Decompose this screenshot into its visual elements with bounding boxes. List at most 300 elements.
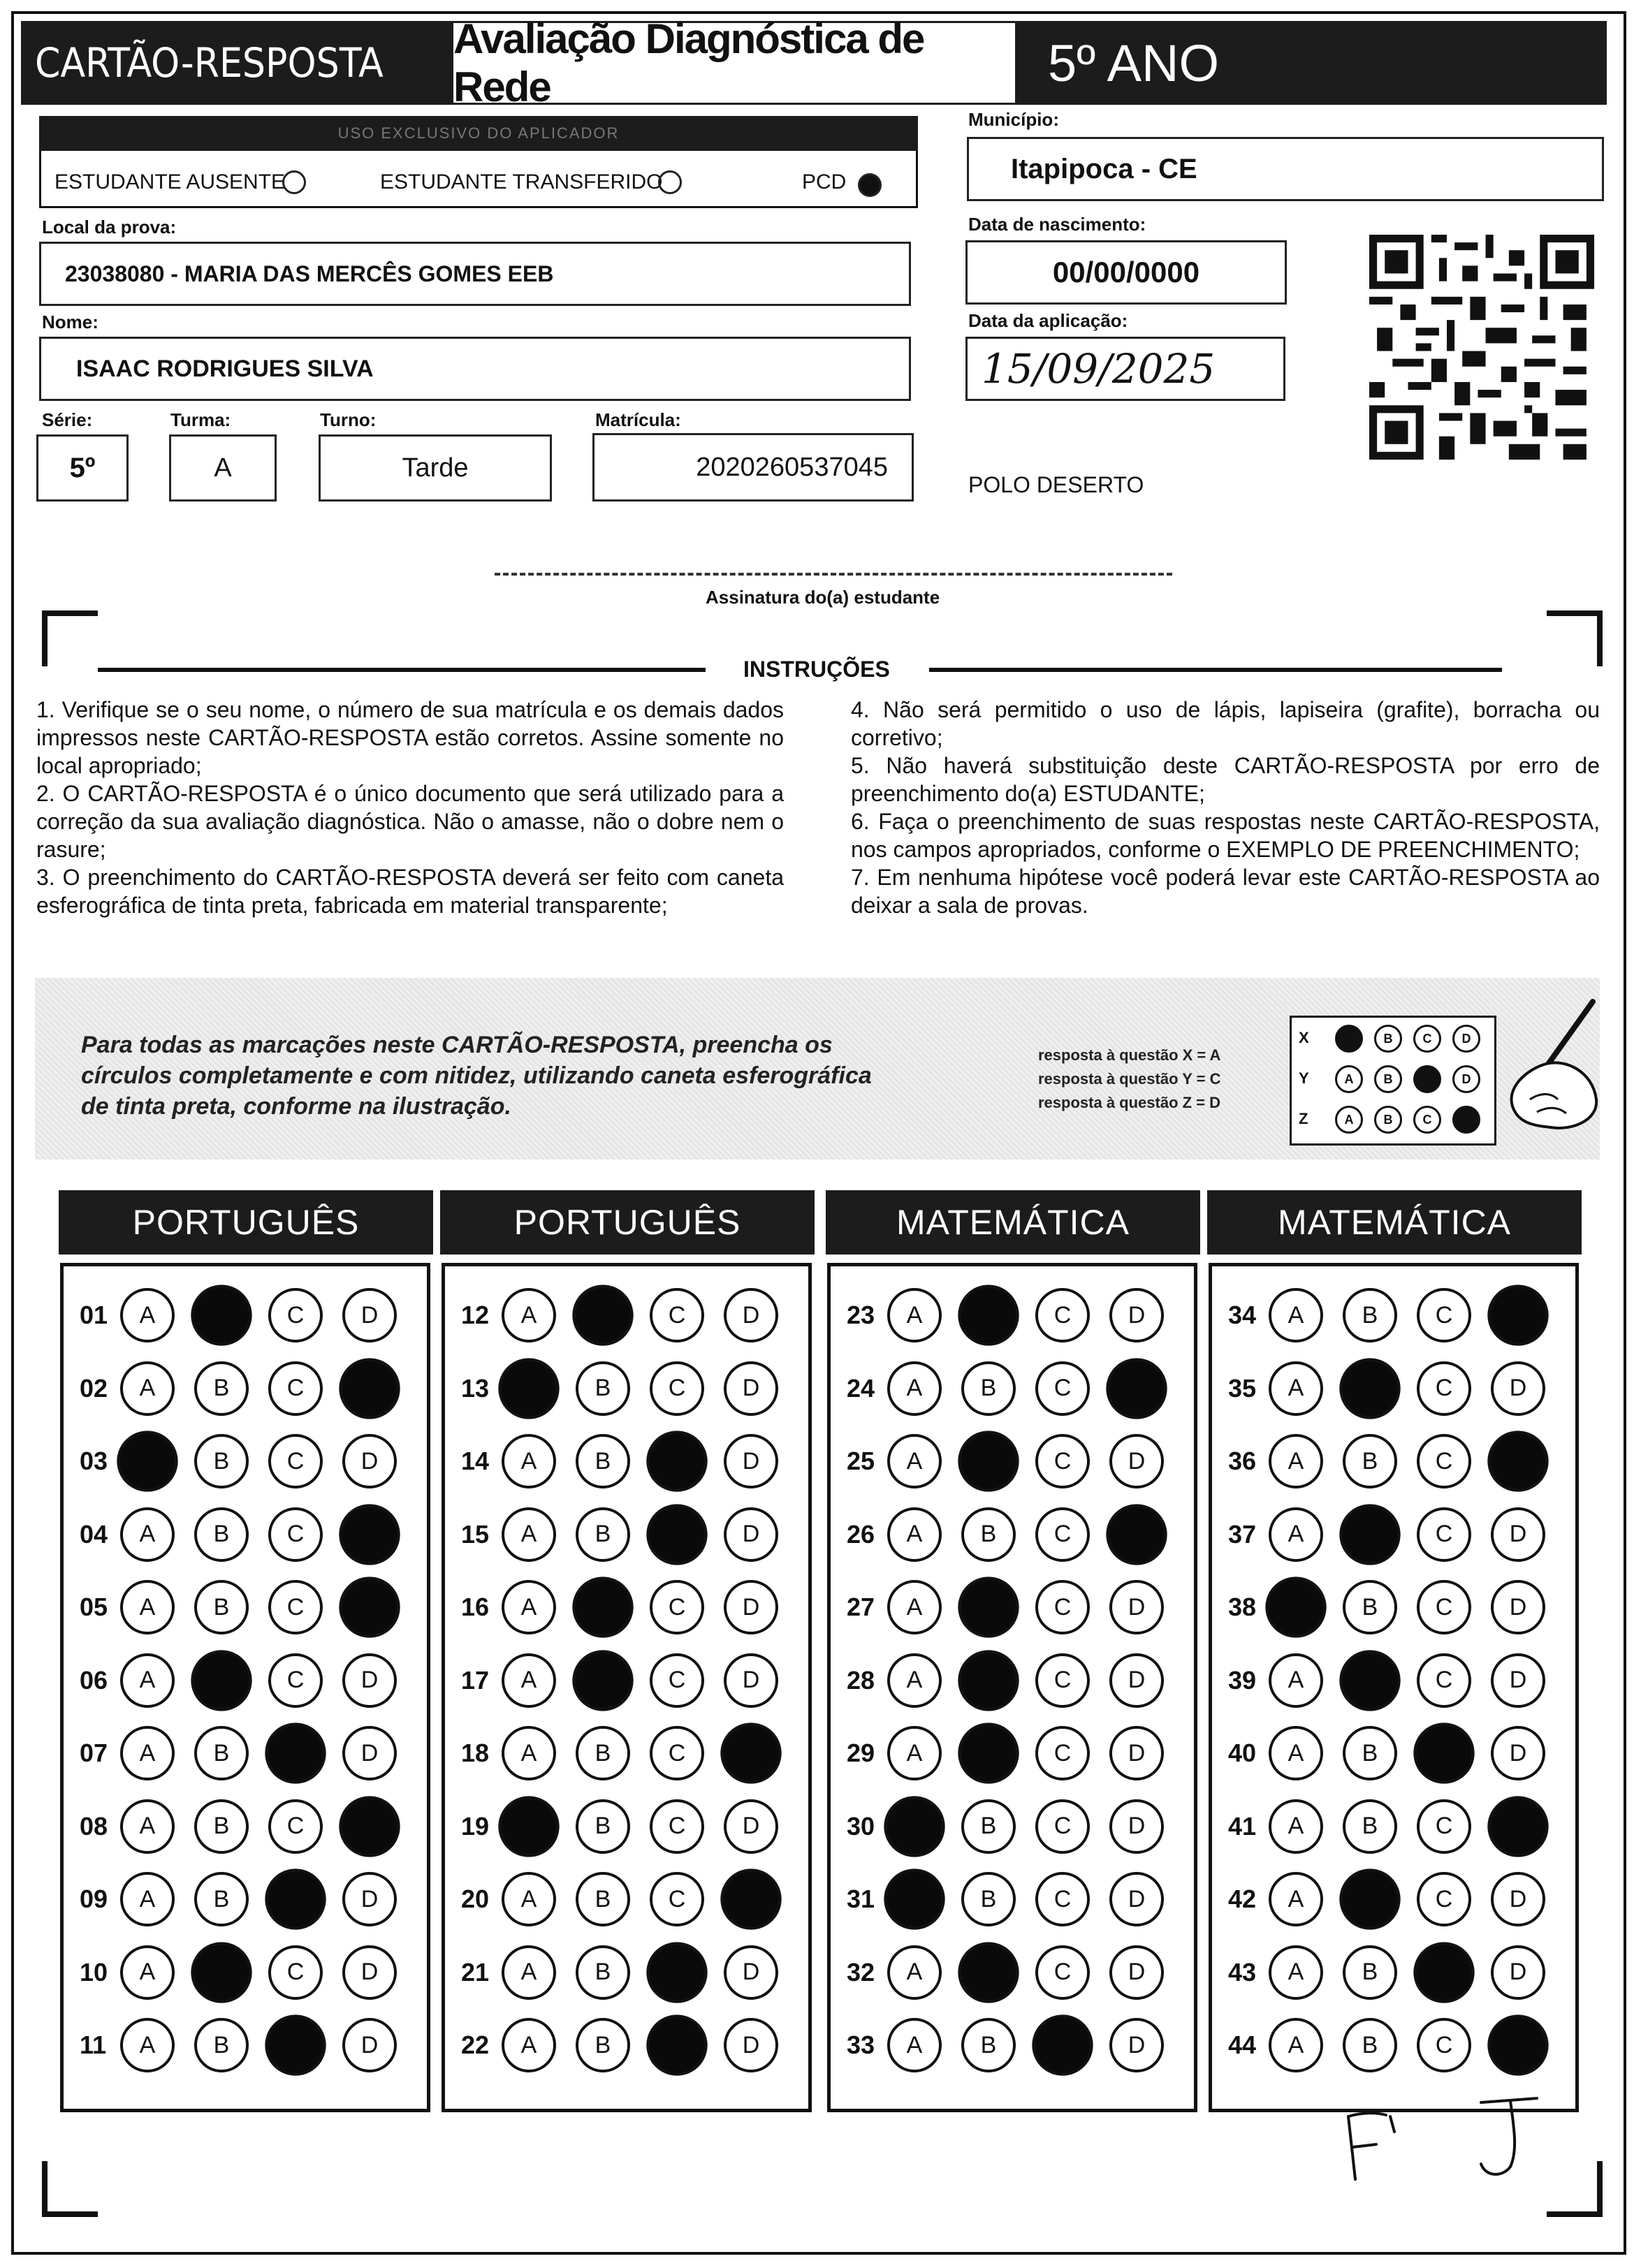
answer-bubble-c[interactable]: C [646,2014,707,2075]
question-number: 24 [847,1373,875,1403]
answer-bubble-b[interactable]: B [576,1945,630,2000]
answer-bubble-d[interactable]: D [724,1288,778,1342]
question-row [80,1722,416,1785]
answer-bubble-a[interactable]: A [884,1796,945,1857]
question-number: 29 [847,1739,875,1767]
question-row [80,1503,416,1566]
answer-bubble-c[interactable]: C [268,1945,323,2000]
answer-bubble-d[interactable]: D [1109,1726,1164,1780]
answer-bubble-b[interactable]: B [576,2018,630,2072]
question-row [1228,2014,1565,2077]
question-row [1228,1722,1565,1785]
answer-bubble-d[interactable]: D [720,1868,781,1929]
local-field [39,242,911,306]
answer-bubble-b[interactable]: B [958,1576,1019,1637]
answer-bubble-d[interactable]: D [1109,1288,1164,1342]
answer-bubble-c[interactable]: C [1417,1799,1471,1854]
question-row [80,1357,416,1420]
answer-bubble-a[interactable]: A [502,1580,556,1634]
answer-bubble-a[interactable]: A [1269,1361,1323,1416]
question-number: 17 [461,1665,490,1695]
question-number: 41 [1228,1811,1257,1841]
answer-bubble-d[interactable]: D [1109,1799,1164,1854]
answer-bubble-d[interactable]: D [1491,1580,1545,1634]
local-value: 23038080 - MARIA DAS MERCÊS GOMES EEB [65,261,554,286]
answer-bubble-c[interactable]: C [268,1799,323,1854]
answer-bubble-c[interactable]: C [1035,1726,1090,1780]
instruction-item: 5. Não haverá substituição deste CARTÃO-RESPOSTA por erro de preenchimento do(a) ESTUDANTE; [851,753,1600,806]
answer-bubble-b[interactable]: B [1339,1650,1400,1711]
instruction-item: 6. Faça o preenchimento de suas respostas neste CARTÃO-RESPOSTA, nos campos apropriados, conforme o EXEMPLO DE PREENCHIMENTO; [851,809,1600,862]
municipio-value: Itapipoca - CE [1011,153,1197,184]
answer-bubble-a[interactable]: A [502,1434,556,1488]
answer-bubble-d[interactable]: D [342,1653,397,1708]
answer-bubble-c[interactable]: C [1035,1288,1090,1342]
question-number: 40 [1228,1739,1257,1767]
answer-bubble-b[interactable]: B [958,1285,1019,1345]
signature-line[interactable] [495,573,1172,576]
answer-bubble-c[interactable]: C [265,1868,326,1929]
answer-bubble-d[interactable]: D [724,1507,778,1562]
example-bubble-c: C [1413,1025,1441,1053]
answer-bubble-c[interactable]: C [265,2014,326,2075]
example-row-label: X [1299,1029,1309,1046]
answer-bubble-d[interactable]: D [342,1726,397,1780]
instructions-left-column [36,696,784,919]
turno-label: Turno: [320,409,377,430]
answer-bubble-c[interactable]: C [650,1288,704,1342]
turma-value: A [214,453,232,483]
question-number: 12 [461,1301,490,1329]
answer-bubble-b[interactable]: B [1343,1434,1397,1488]
answer-bubble-b[interactable]: B [576,1799,630,1854]
answer-bubble-a[interactable]: A [1269,1507,1323,1562]
answer-bubble-a[interactable]: A [117,1431,177,1491]
answer-bubble-d[interactable]: D [339,1504,400,1565]
answer-bubble-d[interactable]: D [1109,1945,1164,2000]
answer-bubble-c[interactable]: C [265,1722,326,1783]
answer-bubble-d[interactable]: D [1109,1580,1164,1634]
question-number: 33 [847,2031,875,2059]
question-number: 05 [80,1593,108,1621]
answer-bubble-c[interactable]: C [1035,1653,1090,1708]
answer-bubble-b[interactable]: B [194,1507,249,1562]
question-number: 23 [847,1301,875,1329]
nascimento-value: 00/00/0000 [1052,256,1200,288]
answer-bubble-b[interactable]: B [1339,1868,1400,1929]
answer-bubble-d[interactable]: D [342,2018,397,2072]
instructions-right-column [851,696,1600,919]
answer-bubble-c[interactable]: C [268,1288,323,1342]
question-row [461,1503,798,1566]
answer-bubble-a[interactable]: A [1269,1434,1323,1488]
polo-label: POLO DESERTO [968,472,1144,497]
question-number: 34 [1228,1301,1257,1329]
answer-bubble-a[interactable]: A [120,1945,175,2000]
name-value: ISAAC RODRIGUES SILVA [76,355,374,382]
example-bubble-a: A [1335,1025,1363,1053]
answer-bubble-a[interactable]: A [120,1361,175,1416]
answer-bubble-a[interactable]: A [120,1726,175,1780]
answer-bubble-c[interactable]: C [1417,1361,1471,1416]
answer-bubble-a[interactable]: A [1269,1945,1323,2000]
answer-bubble-c[interactable]: C [650,1653,704,1708]
example-bubble-b: B [1374,1106,1402,1134]
answer-bubble-a[interactable]: A [887,1507,942,1562]
answer-bubble-c[interactable]: C [268,1507,323,1562]
answer-bubble-b[interactable]: B [1343,1288,1397,1342]
answer-bubble-d[interactable]: D [1106,1358,1167,1419]
question-row [1228,1941,1565,2004]
answer-bubble-b[interactable]: B [958,1722,1019,1783]
subject-header: PORTUGUÊS [59,1190,433,1254]
question-row [847,1649,1183,1712]
question-number: 15 [461,1519,490,1549]
answer-bubble-d[interactable]: D [724,1945,778,2000]
name-field [39,337,911,401]
example-bubble-a: A [1335,1106,1363,1134]
question-row [461,1795,798,1858]
answer-bubble-c[interactable]: C [1035,1361,1090,1416]
answer-bubble-c[interactable]: C [650,1361,704,1416]
question-row [1228,1795,1565,1858]
example-row-label: Y [1299,1069,1309,1087]
answer-bubble-b[interactable]: B [961,1872,1016,1926]
question-number: 01 [80,1301,108,1329]
answer-bubble-a[interactable]: A [1269,1288,1323,1342]
instruction-item: 4. Não será permitido o uso de lápis, lapiseira (grafite), borracha ou corretivo; [851,697,1600,750]
answer-bubble-a[interactable]: A [887,1580,942,1634]
question-row [80,1284,416,1347]
subject-header: PORTUGUÊS [440,1190,815,1254]
answer-bubble-a[interactable]: A [120,1872,175,1926]
example-legend-line: resposta à questão Z = D [1038,1094,1221,1111]
turma-field [169,434,277,502]
answer-bubble-d[interactable]: D [724,1580,778,1634]
answer-bubble-b[interactable]: B [191,1942,251,2003]
question-number: 39 [1228,1665,1257,1695]
question-row [847,1941,1183,2004]
answer-bubble-b[interactable]: B [961,1361,1016,1416]
transferred-checkbox[interactable] [658,170,682,194]
answer-bubble-b[interactable]: B [576,1872,630,1926]
answer-bubble-c[interactable]: C [1035,1872,1090,1926]
answer-bubble-d[interactable]: D [342,1434,397,1488]
answer-bubble-b[interactable]: B [961,1799,1016,1854]
answer-bubble-b[interactable]: B [958,1650,1019,1711]
answer-bubble-c[interactable]: C [650,1872,704,1926]
example-grid [1290,1016,1496,1146]
answer-bubble-c[interactable]: C [1417,1288,1471,1342]
answer-bubble-a[interactable]: A [498,1796,559,1857]
local-label: Local da prova: [42,217,177,237]
question-row [847,1357,1183,1420]
answer-bubble-d[interactable]: D [724,1653,778,1708]
aplicacao-value-handwritten: 15/09/2025 [982,345,1216,393]
question-number: 09 [80,1885,108,1913]
answer-bubble-b[interactable]: B [1343,1799,1397,1854]
answer-bubble-d[interactable]: D [1491,1726,1545,1780]
answer-bubble-a[interactable]: A [1269,1653,1323,1708]
question-row [1228,1649,1565,1712]
answer-bubble-d[interactable]: D [1491,1361,1545,1416]
answer-bubble-d[interactable]: D [1109,1653,1164,1708]
question-row [80,1795,416,1858]
answer-bubble-c[interactable]: C [268,1361,323,1416]
example-row-label: Z [1299,1110,1308,1127]
answer-bubble-b[interactable]: B [194,1434,249,1488]
answer-bubble-c[interactable]: C [650,1726,704,1780]
question-row [847,1284,1183,1347]
answer-bubble-a[interactable]: A [502,1507,556,1562]
answer-bubble-b[interactable]: B [576,1361,630,1416]
question-row [847,1795,1183,1858]
answer-bubble-d[interactable]: D [339,1358,400,1419]
answer-bubble-c[interactable]: C [646,1942,707,2003]
answer-bubble-a[interactable]: A [1269,1799,1323,1854]
signature-label: Assinatura do(a) estudante [706,587,940,608]
answer-bubble-b[interactable]: B [961,1507,1016,1562]
answer-bubble-a[interactable]: A [887,1288,942,1342]
answer-bubble-a[interactable]: A [498,1358,559,1419]
answer-bubble-b[interactable]: B [194,1726,249,1780]
applicator-bar: USO EXCLUSIVO DO APLICADOR [39,116,918,151]
answer-bubble-d[interactable]: D [339,1796,400,1857]
serie-label: Série: [42,409,93,430]
question-row [461,1430,798,1493]
answer-bubble-d[interactable]: D [1487,1796,1548,1857]
instructions-title: INSTRUÇÕES [743,657,890,682]
answer-bubble-a[interactable]: A [502,1288,556,1342]
answer-bubble-d[interactable]: D [342,1945,397,2000]
question-number: 44 [1228,2031,1257,2059]
answer-bubble-a[interactable]: A [1269,1726,1323,1780]
question-row [80,2014,416,2077]
question-number: 21 [461,1957,490,1987]
example-text: Para todas as marcações neste CARTÃO-RESPOSTA, preencha os círculos completamente e com nitidez, utilizando caneta esferográfica de tinta preta, conforme na ilustração. [81,1032,872,1120]
question-number: 06 [80,1665,108,1695]
answer-bubble-b[interactable]: B [1343,1726,1397,1780]
question-number: 07 [80,1739,108,1767]
answer-bubble-b[interactable]: B [194,1799,249,1854]
answer-bubble-c[interactable]: C [1035,1580,1090,1634]
question-number: 37 [1228,1519,1257,1549]
answer-bubble-d[interactable]: D [1109,1434,1164,1488]
question-number: 30 [847,1811,875,1841]
question-row [847,1430,1183,1493]
turno-value: Tarde [402,453,469,483]
answer-bubble-a[interactable]: A [887,1361,942,1416]
answer-bubble-b[interactable]: B [576,1507,630,1562]
answer-bubble-d[interactable]: D [1487,2014,1548,2075]
answer-bubble-a[interactable]: A [887,2018,942,2072]
question-row [80,1430,416,1493]
subject-header: MATEMÁTICA [1207,1190,1582,1254]
answer-bubble-a[interactable]: A [887,1726,942,1780]
answer-bubble-a[interactable]: A [1269,2018,1323,2072]
answer-bubble-b[interactable]: B [194,1580,249,1634]
answer-bubble-d[interactable]: D [724,1799,778,1854]
answer-bubble-d[interactable]: D [1491,1653,1545,1708]
question-number: 36 [1228,1447,1257,1475]
answer-bubble-b[interactable]: B [1339,1504,1400,1565]
answer-bubble-d[interactable]: D [724,2018,778,2072]
answer-bubble-a[interactable]: A [884,1868,945,1929]
question-number: 28 [847,1665,875,1695]
answer-bubble-c[interactable]: C [1417,1872,1471,1926]
turno-field [319,434,552,502]
answer-bubble-d[interactable]: D [1487,1285,1548,1345]
answer-bubble-a[interactable]: A [120,1507,175,1562]
aplicacao-field[interactable] [965,337,1285,401]
answer-bubble-c[interactable]: C [1413,1722,1474,1783]
answer-bubble-a[interactable]: A [887,1653,942,1708]
corner-bottom-left [42,2161,98,2217]
answer-bubble-a[interactable]: A [120,1580,175,1634]
answer-bubble-c[interactable]: C [1417,1507,1471,1562]
answer-bubble-a[interactable]: A [120,2018,175,2072]
question-row [461,1284,798,1347]
answer-bubble-a[interactable]: A [120,1799,175,1854]
answer-bubble-c[interactable]: C [1035,1799,1090,1854]
pcd-checkbox[interactable] [858,173,882,197]
example-bubble-a: A [1335,1065,1363,1093]
answer-bubble-c[interactable]: C [646,1504,707,1565]
question-row [847,1868,1183,1931]
question-row [80,1576,416,1639]
nascimento-label: Data de nascimento: [968,214,1146,235]
answer-bubble-d[interactable]: D [1106,1504,1167,1565]
answer-bubble-d[interactable]: D [342,1872,397,1926]
question-row [461,2014,798,2077]
question-number: 18 [461,1739,490,1767]
question-number: 22 [461,2031,490,2059]
answer-bubble-b[interactable]: B [958,1942,1019,2003]
answer-bubble-c[interactable]: C [1417,1434,1471,1488]
answer-bubble-a[interactable]: A [502,1945,556,2000]
answer-bubble-b[interactable]: B [194,2018,249,2072]
question-number: 08 [80,1811,108,1841]
question-row [461,1576,798,1639]
answer-bubble-d[interactable]: D [342,1288,397,1342]
hand-with-pen-icon [1474,995,1600,1134]
answer-bubble-c[interactable]: C [268,1580,323,1634]
answer-bubble-b[interactable]: B [1343,1580,1397,1634]
question-number: 35 [1228,1373,1257,1403]
answer-bubble-a[interactable]: A [1265,1576,1326,1637]
evaluation-title: Avaliação Diagnóstica de Rede [451,21,1017,105]
instructions-rule-left [98,668,706,672]
answer-bubble-d[interactable]: D [724,1361,778,1416]
question-number: 04 [80,1519,108,1549]
answer-bubble-c[interactable]: C [1417,1580,1471,1634]
answer-bubble-c[interactable]: C [1035,1434,1090,1488]
example-bubble-c: C [1413,1065,1441,1093]
question-row [1228,1503,1565,1566]
answer-bubble-c[interactable]: C [1413,1942,1474,2003]
answer-bubble-c[interactable]: C [268,1434,323,1488]
qr-code-icon [1369,235,1594,460]
answer-bubble-d[interactable]: D [1109,1872,1164,1926]
answer-bubble-d[interactable]: D [339,1576,400,1637]
question-row [1228,1284,1565,1347]
serie-field [36,434,129,502]
answer-bubble-a[interactable]: A [887,1434,942,1488]
matricula-value: 2020260537045 [696,452,888,482]
answer-bubble-c[interactable]: C [650,1580,704,1634]
answer-bubble-b[interactable]: B [572,1650,633,1711]
answer-bubble-c[interactable]: C [1417,2018,1471,2072]
answer-bubble-c[interactable]: C [1417,1653,1471,1708]
answer-bubble-d[interactable]: D [1109,2018,1164,2072]
answer-bubble-b[interactable]: B [1343,2018,1397,2072]
answer-bubble-c[interactable]: C [1035,1507,1090,1562]
answer-bubble-a[interactable]: A [887,1945,942,2000]
answer-bubble-c[interactable]: C [1032,2014,1093,2075]
answer-bubble-d[interactable]: D [724,1434,778,1488]
answer-bubble-c[interactable]: C [1035,1945,1090,2000]
answer-bubble-d[interactable]: D [1487,1431,1548,1491]
subject-header: MATEMÁTICA [826,1190,1200,1254]
answer-bubble-d[interactable]: D [1491,1945,1545,2000]
answer-bubble-a[interactable]: A [120,1653,175,1708]
answer-bubble-b[interactable]: B [576,1726,630,1780]
answer-bubble-b[interactable]: B [1339,1358,1400,1419]
answer-bubble-c[interactable]: C [646,1431,707,1491]
instruction-item: 7. Em nenhuma hipótese você poderá levar este CARTÃO-RESPOSTA ao deixar a sala de provas. [851,865,1600,918]
answer-bubble-d[interactable]: D [1491,1872,1545,1926]
answer-bubble-b[interactable]: B [572,1576,633,1637]
question-number: 10 [80,1957,108,1987]
answer-bubble-b[interactable]: B [961,2018,1016,2072]
handwritten-initials [1327,2088,1579,2186]
question-row [1228,1576,1565,1639]
answer-bubble-b[interactable]: B [958,1431,1019,1491]
card-title: CARTÃO-RESPOSTA [35,39,384,87]
answer-bubble-c[interactable]: C [268,1653,323,1708]
question-row [80,1649,416,1712]
question-row [847,1576,1183,1639]
answer-bubble-d[interactable]: D [720,1722,781,1783]
answer-bubble-a[interactable]: A [502,1872,556,1926]
answer-bubble-c[interactable]: C [650,1799,704,1854]
question-number: 43 [1228,1957,1257,1987]
answer-bubble-b[interactable]: B [191,1285,251,1345]
instructions-rule-right [929,668,1502,672]
question-row [461,1357,798,1420]
answer-bubble-b[interactable]: B [572,1285,633,1345]
answer-bubble-b[interactable]: B [1343,1945,1397,2000]
answer-bubble-a[interactable]: A [502,2018,556,2072]
example-legend-line: resposta à questão Y = C [1038,1070,1221,1088]
question-number: 38 [1228,1593,1257,1621]
answer-bubble-b[interactable]: B [191,1650,251,1711]
answer-bubble-b[interactable]: B [194,1872,249,1926]
answer-bubble-a[interactable]: A [502,1726,556,1780]
example-bubble-b: B [1374,1025,1402,1053]
question-number: 03 [80,1447,108,1475]
question-row [461,1941,798,2004]
answer-bubble-a[interactable]: A [502,1653,556,1708]
answer-bubble-a[interactable]: A [1269,1872,1323,1926]
question-number: 11 [80,2031,107,2059]
answer-bubble-b[interactable]: B [576,1434,630,1488]
absent-checkbox[interactable] [282,170,306,194]
answer-bubble-d[interactable]: D [1491,1507,1545,1562]
answer-bubble-b[interactable]: B [194,1361,249,1416]
answer-bubble-a[interactable]: A [120,1288,175,1342]
municipio-field [967,137,1604,201]
